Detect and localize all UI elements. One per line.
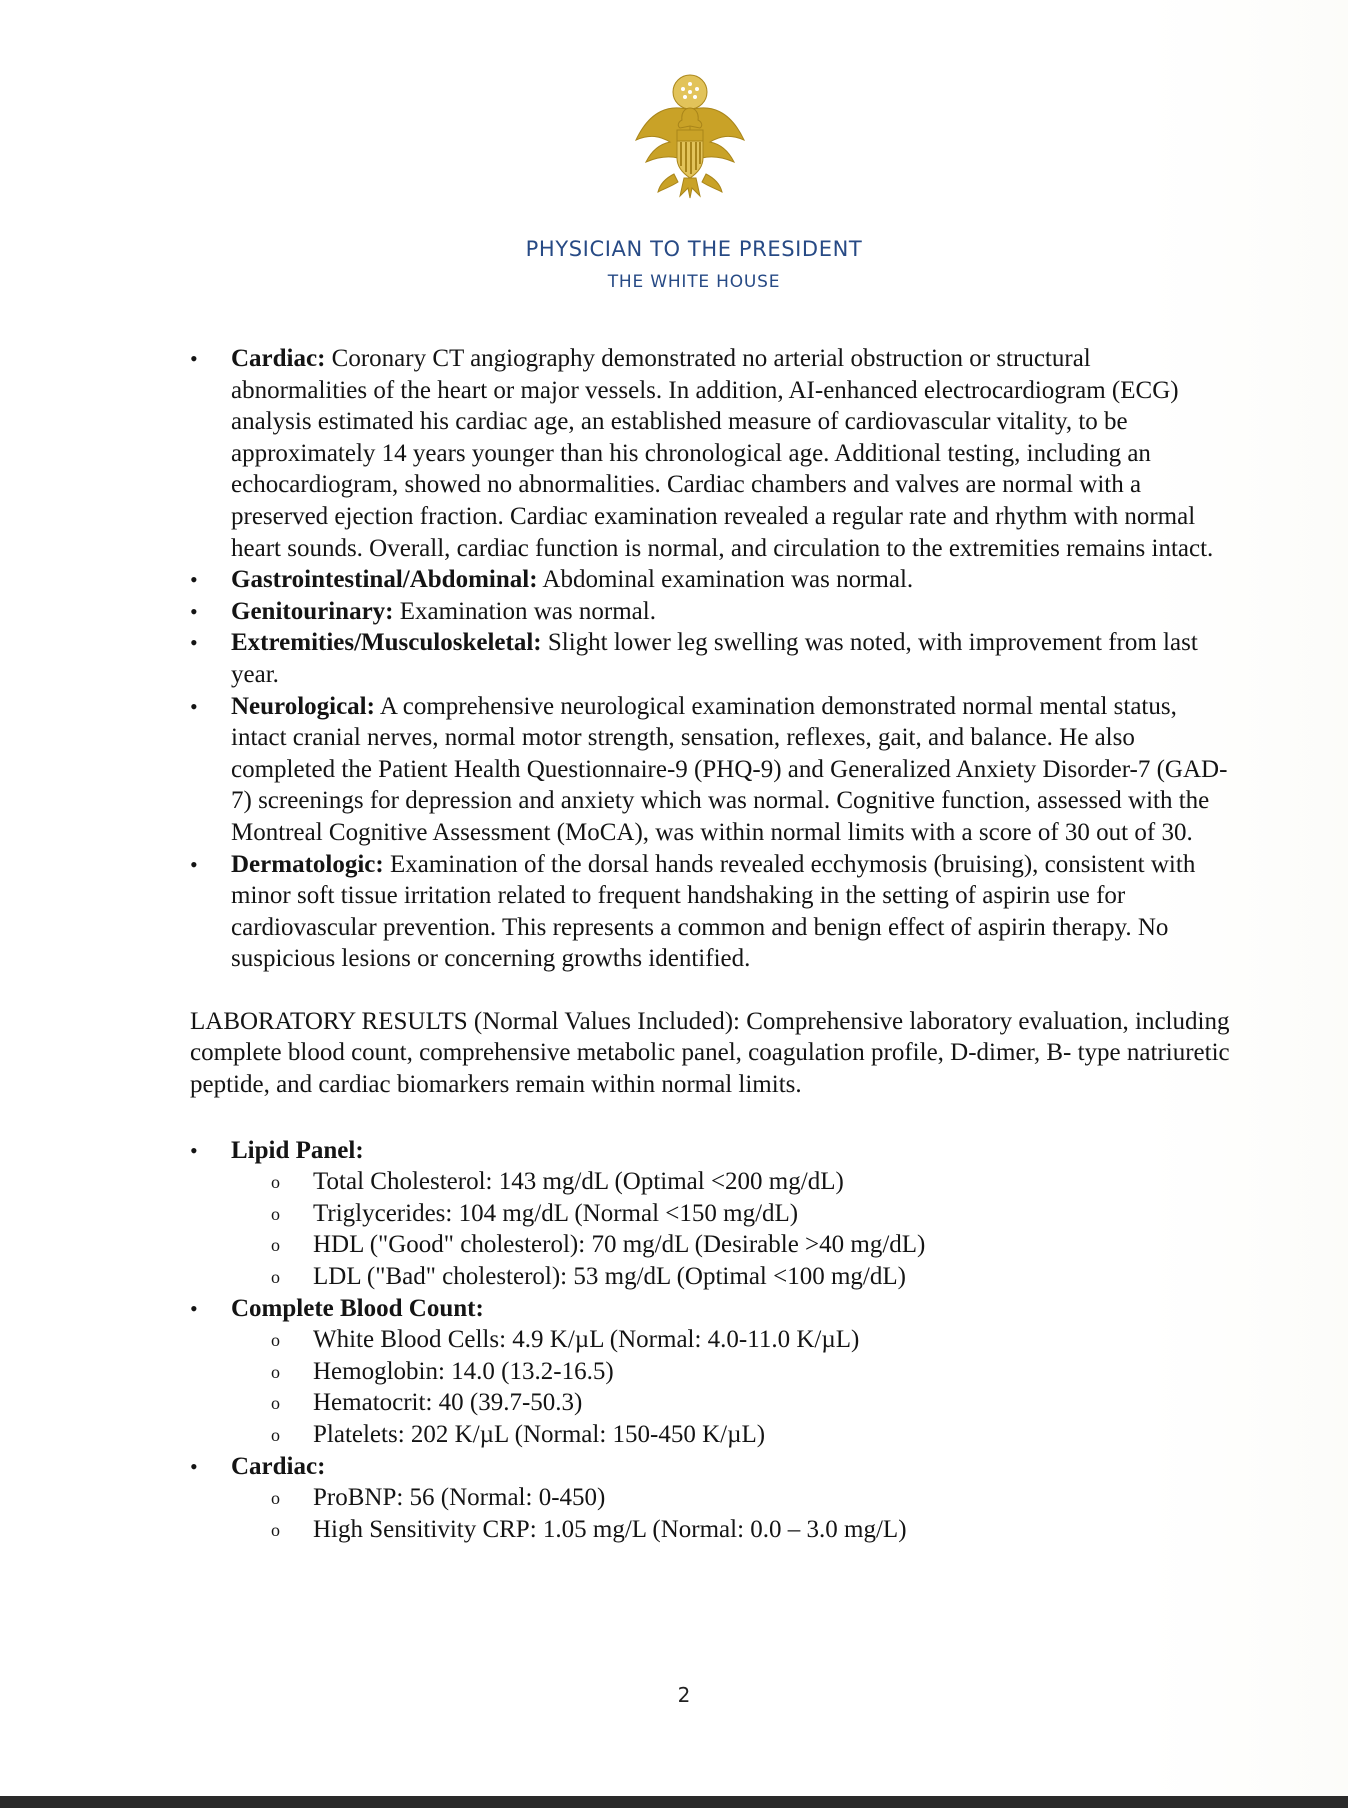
bottom-edge-bar — [0, 1796, 1348, 1808]
lab-values-list — [231, 1482, 1230, 1545]
finding-item-gastrointestinal — [190, 564, 1230, 596]
lab-value-item: o White Blood Cells: 4.9 K/µL (Normal: 4.0-11.0 K/µL) — [231, 1324, 1230, 1356]
lab-value-item: o Hematocrit: 40 (39.7-50.3) — [231, 1387, 1230, 1419]
laboratory-results-paragraph: LABORATORY RESULTS (Normal Values Included): Comprehensive laboratory evaluation, including complete blood count, comprehensive metabolic panel, coagulation profile, D-dimer, B- type natriuretic peptide, and cardiac biomarkers remain within normal limits. — [190, 1007, 1230, 1099]
lab-value-item: o High Sensitivity CRP: 1.05 mg/L (Normal: 0.0 – 3.0 mg/L) — [231, 1514, 1230, 1546]
lab-value-item: o Platelets: 202 K/µL (Normal: 150-450 K/µL) — [231, 1419, 1230, 1451]
finding-label: Gastrointestinal/Abdominal: — [231, 566, 538, 594]
lab-group-cardiac — [190, 1451, 1230, 1546]
lab-group-heading: Lipid Panel: — [231, 1136, 364, 1164]
lab-group-lipid-panel — [190, 1135, 1230, 1293]
exam-findings-list — [190, 343, 1230, 975]
finding-text: A comprehensive neurological examination demonstrated normal mental status, intact cranial nerves, normal motor strength, sensation, reflexes, gait, and balance. He also completed the Patient Health Questionnaire-9 (PHQ-9) and Generalized Anxiety Disorder-7 (GAD-7) screenings for depression and anxiety which was normal. Cognitive function, assessed with the Montreal Cognitive Assessment (MoCA), was within normal limits with a score of 30 out of 30. — [231, 692, 1228, 846]
lab-values-list — [231, 1324, 1230, 1450]
finding-label: Genitourinary: — [231, 597, 394, 625]
letterhead-title: PHYSICIAN TO THE PRESIDENT — [525, 237, 863, 261]
lab-value-item: o LDL ("Bad" cholesterol): 53 mg/dL (Optimal <100 mg/dL) — [231, 1261, 1230, 1293]
page-number: 2 — [677, 1683, 691, 1707]
finding-label: Extremities/Musculoskeletal: — [231, 629, 542, 657]
letterhead-subtitle: THE WHITE HOUSE — [607, 272, 781, 292]
lab-values-list — [231, 1166, 1230, 1292]
presidential-eagle-seal-icon — [630, 70, 750, 200]
lab-value-item: o Hemoglobin: 14.0 (13.2-16.5) — [231, 1356, 1230, 1388]
lab-value-item: o Total Cholesterol: 143 mg/dL (Optimal <200 mg/dL) — [231, 1166, 1230, 1198]
finding-label: Neurological: — [231, 692, 375, 720]
finding-text: Abdominal examination was normal. — [537, 566, 914, 594]
lab-group-heading: Complete Blood Count: — [231, 1294, 484, 1322]
finding-item-dermatologic — [190, 849, 1230, 975]
lab-value-item: o HDL ("Good" cholesterol): 70 mg/dL (Desirable >40 mg/dL) — [231, 1229, 1230, 1261]
finding-text: Examination was normal. — [393, 597, 656, 625]
finding-text: Slight lower leg swelling was noted, with improvement from last year. — [231, 629, 1198, 688]
finding-item-cardiac — [190, 343, 1230, 564]
finding-label: Cardiac: — [231, 345, 326, 372]
lab-group-heading: Cardiac: — [231, 1452, 326, 1480]
finding-text: Coronary CT angiography demonstrated no arterial obstruction or structural abnormalities of the heart or major vessels. In addition, AI-enhanced electrocardiogram (ECG) analysis estimated his cardiac age, an established measure of cardiovascular vitality, to be approximately 14 years younger than his chronological age. Additional testing, including an echocardiogram, showed no abnormalities. Cardiac chambers and valves are normal with a preserved ejection fraction. Cardiac examination revealed a regular rate and rhythm with normal heart sounds. Overall, cardiac function is normal, and circulation to the extremities remains intact. — [231, 345, 1214, 562]
finding-item-genitourinary — [190, 596, 1230, 628]
lab-results-list — [190, 1135, 1230, 1546]
finding-item-neurological — [190, 691, 1230, 849]
finding-text: Examination of the dorsal hands revealed ecchymosis (bruising), consistent with minor soft tissue irritation related to frequent handshaking in the setting of aspirin use for cardiovascular prevention. This represents a common and benign effect of aspirin therapy. No suspicious lesions or concerning growths identified. — [231, 850, 1196, 973]
finding-item-extremities — [190, 627, 1230, 690]
report-body — [190, 343, 1230, 1545]
lab-group-complete-blood-count — [190, 1293, 1230, 1451]
lab-value-item: o ProBNP: 56 (Normal: 0-450) — [231, 1482, 1230, 1514]
finding-label: Dermatologic: — [231, 850, 384, 878]
lab-value-item: o Triglycerides: 104 mg/dL (Normal <150 mg/dL) — [231, 1198, 1230, 1230]
